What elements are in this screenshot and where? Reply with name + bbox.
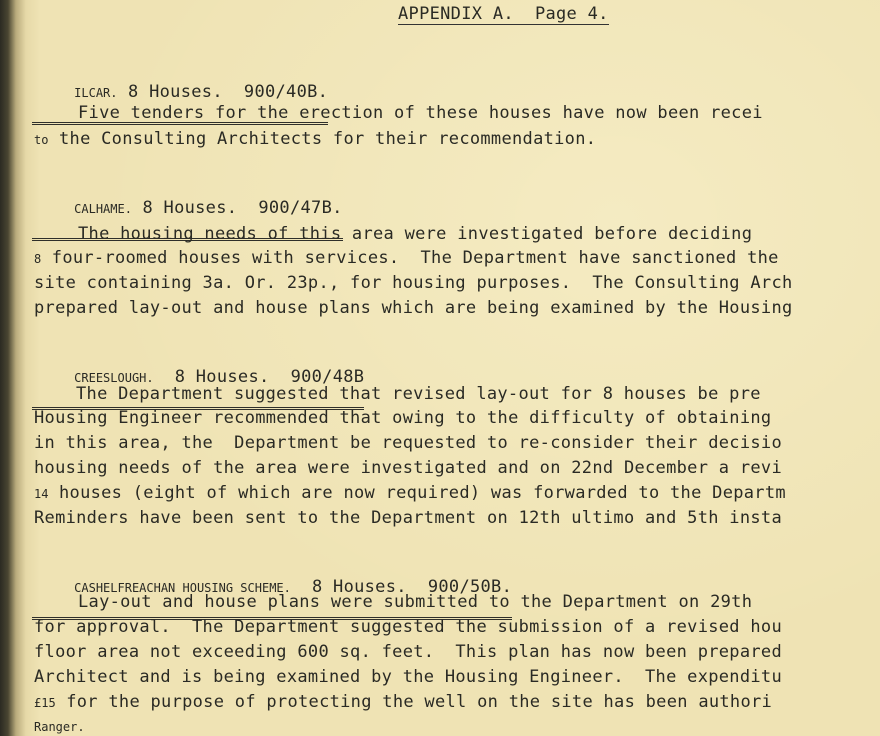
- paragraph-line-wrap: [34, 483, 786, 503]
- paragraph-line: houses (eight of which are now required) was forwarded to the Departm: [59, 483, 786, 503]
- paragraph-line: prepared lay-out and house plans which are being examined by the Housing: [34, 298, 793, 318]
- paragraph-line: Ranger.: [34, 720, 85, 734]
- paragraph-line: four-roomed houses with services. The Department have sanctioned the: [51, 248, 779, 268]
- paragraph-line: housing needs of the area were investigated and on 22nd December a revi: [34, 458, 782, 478]
- section-place: ILCAR.: [74, 86, 118, 100]
- paragraph-line: site containing 3a. Or. 23p., for housing purposes. The Consulting Arch: [34, 273, 793, 293]
- line-margin-fragment: 14: [34, 487, 49, 501]
- paragraph-line: for the purpose of protecting the well on the site has been authori: [66, 692, 773, 712]
- paragraph-line: Reminders have been sent to the Department on 12th ultimo and 5th insta: [34, 508, 782, 528]
- paragraph-line: Housing Engineer recommended that owing to the difficulty of obtaining: [34, 408, 772, 428]
- section-heading-text: 8 Houses. 900/47B.: [131, 198, 343, 218]
- paragraph-line: The housing needs of this area were investigated before deciding: [78, 224, 753, 244]
- paragraph-line: for approval. The Department suggested the submission of a revised hou: [34, 617, 782, 637]
- section-place: CALHAME.: [74, 202, 132, 216]
- paragraph-line: in this area, the Department be requested to re-consider their decisio: [34, 433, 782, 453]
- page-title: APPENDIX A. Page 4.: [398, 4, 609, 24]
- paragraph-line: floor area not exceeding 600 sq. feet. This plan has now been prepared: [34, 642, 782, 662]
- section-heading-text: 8 Houses. 900/50B.: [290, 577, 513, 597]
- paragraph-line: Five tenders for the erection of these houses have now been recei: [78, 103, 763, 123]
- section-heading-text: 8 Houses. 900/40B.: [117, 82, 329, 102]
- line-margin-fragment: 8: [34, 252, 42, 266]
- section-place: CREESLOUGH.: [74, 371, 154, 385]
- line-margin-fragment: to: [34, 133, 49, 147]
- paragraph-line-wrap: [34, 248, 779, 268]
- line-margin-fragment: £15: [34, 696, 56, 710]
- paragraph-line: Architect and is being examined by the Housing Engineer. The expenditu: [34, 667, 782, 687]
- paragraph-line: Lay-out and house plans were submitted to the Department on 29th: [78, 592, 753, 612]
- section-place: CASHELFREACHAN HOUSING SCHEME.: [74, 581, 291, 595]
- paragraph-line-wrap: [34, 129, 596, 149]
- paragraph-line: The Department suggested that revised lay-out for 8 houses be pre: [76, 384, 761, 404]
- paragraph-line: the Consulting Architects for their recommendation.: [59, 129, 597, 149]
- paragraph-line-wrap: [34, 692, 772, 712]
- section-heading-text: 8 Houses. 900/48B: [153, 367, 365, 387]
